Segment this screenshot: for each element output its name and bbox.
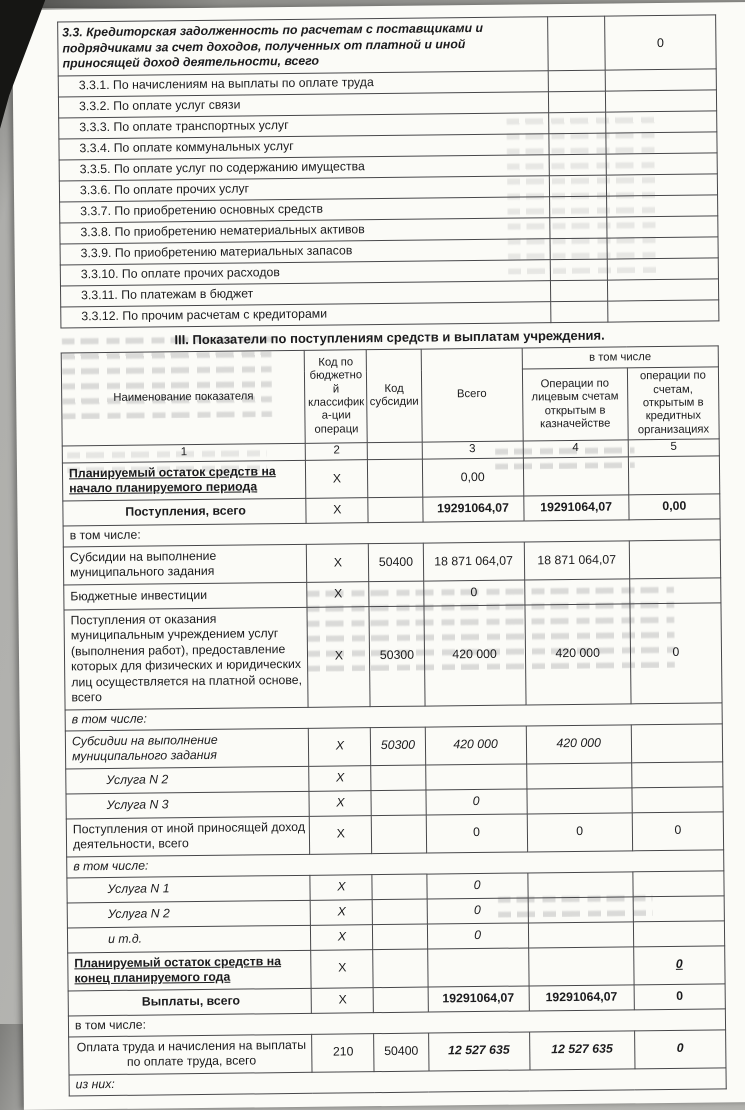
credit-cell: 0,00 (629, 494, 720, 520)
treasury-cell (528, 896, 633, 922)
main-table (61, 346, 727, 1096)
debt-row-label: 3.3.10. По оплате прочих расходов (60, 260, 550, 286)
credit-cell (633, 870, 724, 896)
budget-code-cell: Х (310, 874, 372, 900)
subsidy-code-cell (373, 899, 427, 925)
section-row-label: в том числе: (67, 849, 724, 877)
total-cell: 0 (427, 923, 528, 949)
treasury-cell: 420 000 (526, 725, 632, 764)
row-label: Услуга N 2 (67, 900, 311, 928)
subsidy-code-cell (372, 874, 426, 900)
col-number: 5 (628, 439, 719, 457)
treasury-cell (524, 579, 629, 605)
section-title: III. Показатели по поступлениям средств и выплатам учреждения. (174, 327, 605, 348)
row-label: и т.д. (67, 925, 311, 953)
debt-row-value (608, 300, 719, 322)
debt-row-cell (550, 196, 607, 218)
debt-row-value (606, 111, 717, 133)
section-row-label: в том числе: (63, 519, 720, 547)
col-header-credit: операции по счетам, открытым в кредитных организациях (627, 367, 719, 440)
debt-row-cell (550, 217, 607, 239)
debt-row-cell (549, 154, 606, 176)
treasury-cell (528, 871, 633, 897)
col-header-budget-code: Код по бюджетной классифика-ции операци (305, 350, 368, 443)
debt-row-label: 3.3.5. По оплате услуг по содержанию имущества (59, 155, 549, 181)
paper (12, 1, 745, 1110)
debt-row-value (606, 153, 717, 175)
section-row-label: в том числе: (65, 703, 722, 731)
debt-header-label: 3.3. Кредиторская задолженность по расчетам с поставщиками и подрядчиками за счет доходов, полученных от платной и иной приносящей доход деятельности, всего (58, 17, 549, 77)
treasury-cell: 420 000 (525, 604, 631, 705)
col-header-treasury: Операции по лицевым счетам открытым в казначействе (522, 368, 628, 441)
subsidy-code-cell (368, 459, 422, 498)
row-label: Оплата труда и начисления на выплаты по оплате труда, всего (69, 1034, 313, 1075)
total-cell: 0 (426, 873, 527, 899)
credit-cell (630, 578, 721, 604)
row-label: Услуга N 2 (66, 766, 310, 794)
total-cell: 420 000 (425, 726, 527, 765)
subsidy-code-cell (371, 765, 425, 791)
budget-code-cell: Х (307, 543, 369, 582)
budget-code-cell: Х (309, 727, 371, 766)
debt-row-value (605, 90, 716, 112)
debt-table (57, 14, 719, 328)
total-cell: 0 (426, 814, 528, 853)
total-cell: 19291064,07 (422, 496, 523, 522)
debt-row-label: 3.3.1. По начислениям на выплаты по оплате труда (58, 71, 548, 97)
credit-cell: 0 (630, 603, 722, 704)
debt-row-label: 3.3.2. По оплате услуг связи (58, 92, 548, 118)
total-cell: 19291064,07 (428, 986, 529, 1012)
subsidy-code-cell (374, 987, 428, 1013)
debt-row-cell (548, 70, 605, 92)
debt-row-value (607, 279, 718, 301)
debt-row-label: 3.3.8. По приобретению нематериальных активов (60, 218, 550, 244)
treasury-cell: 12 527 635 (529, 1030, 635, 1069)
main-table-header (61, 346, 719, 463)
row-label: Поступления от иной приносящей доход деятельности, всего (66, 816, 310, 857)
col-header-subsidy-code: Код субсидии (367, 349, 422, 442)
credit-cell (633, 895, 724, 921)
section-row-label: в том числе: (68, 1008, 725, 1036)
debt-row-value (607, 195, 718, 217)
budget-code-cell: Х (311, 899, 373, 925)
col-number: 4 (523, 440, 628, 458)
col-number: 3 (422, 441, 523, 459)
page-content (57, 14, 727, 1096)
debt-row-cell (550, 280, 607, 302)
subsidy-code-cell (371, 790, 425, 816)
debt-row-value (607, 216, 718, 238)
total-cell: 0,00 (422, 458, 524, 497)
treasury-cell: 18 871 064,07 (524, 541, 630, 580)
total-cell (427, 948, 529, 987)
col-number: 1 (62, 443, 306, 463)
debt-row-cell (548, 91, 605, 113)
budget-code-cell: Х (307, 606, 370, 707)
row-label: Выплаты, всего (68, 988, 312, 1016)
row-label: Планируемый остаток средств на конец планируемого года (68, 950, 312, 991)
treasury-cell: 19291064,07 (523, 495, 628, 521)
debt-row-label: 3.3.4. По оплате коммунальных услуг (59, 134, 549, 160)
treasury-cell (528, 946, 634, 985)
treasury-cell (527, 787, 632, 813)
col-number (368, 442, 422, 460)
subsidy-code-cell (372, 815, 426, 854)
main-table-body (62, 456, 726, 1096)
credit-cell: 0 (634, 983, 725, 1009)
budget-code-cell: Х (310, 815, 372, 854)
debt-row-cell (549, 175, 606, 197)
treasury-cell (528, 921, 633, 947)
row-label: Субсидии на выполнение муниципального задания (63, 544, 307, 585)
subsidy-code-cell (373, 924, 427, 950)
row-label: Поступления от оказания муниципальным учреждением услуг (выполнения работ), предоставление которых для физических и юридических лиц осуществляется на платной основе, всего (64, 607, 308, 710)
total-cell: 0 (427, 898, 528, 924)
treasury-cell: 0 (527, 812, 633, 851)
debt-row-value (605, 69, 716, 91)
subsidy-code-cell: 50300 (371, 727, 425, 766)
col-header-total: Всего (421, 348, 523, 442)
subsidy-code-cell (369, 581, 423, 607)
row-label: Планируемый остаток средств на начало планируемого периода (62, 460, 306, 501)
budget-code-cell: Х (306, 460, 368, 499)
subsidy-code-cell: 50300 (369, 606, 424, 706)
debt-row-label: 3.3.9. По приобретению материальных запасов (60, 239, 550, 265)
row-label: Поступления, всего (63, 498, 307, 526)
debt-row-value (606, 174, 717, 196)
debt-row-cell (551, 301, 608, 323)
credit-cell (631, 724, 723, 763)
subsidy-code-cell (373, 949, 427, 988)
debt-header-value: 0 (605, 15, 717, 70)
total-cell (425, 764, 526, 790)
credit-cell (632, 787, 723, 813)
treasury-cell: 19291064,07 (529, 984, 634, 1010)
subsidy-code-cell: 50400 (374, 1033, 428, 1072)
budget-code-cell: Х (311, 949, 373, 988)
debt-row-cell (549, 133, 606, 155)
col-header-group: в том числе (522, 346, 719, 369)
row-label: Услуга N 1 (67, 875, 311, 903)
subsidy-code-cell (368, 497, 422, 523)
debt-row-cell (550, 259, 607, 281)
treasury-cell (523, 457, 629, 496)
col-number: 2 (306, 443, 368, 461)
total-cell: 0 (425, 789, 526, 815)
row-label: Услуга N 3 (66, 791, 310, 819)
budget-code-cell: Х (306, 497, 368, 523)
debt-row-value (606, 132, 717, 154)
table-row (64, 603, 722, 710)
treasury-cell (526, 762, 631, 788)
budget-code-cell: Х (309, 790, 371, 816)
credit-cell: 0 (633, 945, 725, 984)
col-header-name: Наименование показателя (61, 351, 305, 446)
debt-row-value (607, 258, 718, 280)
row-label: Бюджетные инвестиции (64, 582, 308, 610)
credit-cell: 0 (632, 812, 724, 851)
budget-code-cell: Х (311, 924, 373, 950)
subsidy-code-cell: 50400 (369, 543, 423, 582)
budget-code-cell: Х (309, 765, 371, 791)
budget-code-cell: Х (307, 581, 369, 607)
debt-row-label: 3.3.3. По оплате транспортных услуг (59, 113, 549, 139)
debt-header-row (58, 15, 717, 76)
budget-code-cell: Х (311, 987, 373, 1013)
total-cell: 420 000 (423, 605, 525, 706)
total-cell: 18 871 064,07 (423, 542, 525, 581)
debt-row-cell (550, 238, 607, 260)
debt-table-rows (58, 15, 719, 328)
debt-row-label: 3.3.11. По платежам в бюджет (60, 281, 550, 307)
credit-cell (631, 762, 722, 788)
debt-header-cell (548, 16, 606, 71)
debt-row-label: 3.3.12. По прочим расчетам с кредиторами (61, 302, 551, 328)
total-cell: 12 527 635 (428, 1032, 530, 1071)
debt-row-value (607, 237, 718, 259)
debt-row-label: 3.3.6. По оплате прочих услуг (59, 176, 549, 202)
debt-row-cell (549, 112, 606, 134)
section-row-label: из них: (69, 1067, 726, 1095)
budget-code-cell: 210 (312, 1033, 374, 1072)
credit-cell: 0 (634, 1029, 726, 1068)
credit-cell (633, 920, 724, 946)
credit-cell (628, 456, 720, 495)
debt-row-label: 3.3.7. По приобретению основных средств (60, 197, 550, 223)
credit-cell (629, 540, 721, 579)
row-label: Субсидии на выполнение муниципального задания (65, 728, 309, 769)
total-cell: 0 (423, 580, 524, 606)
